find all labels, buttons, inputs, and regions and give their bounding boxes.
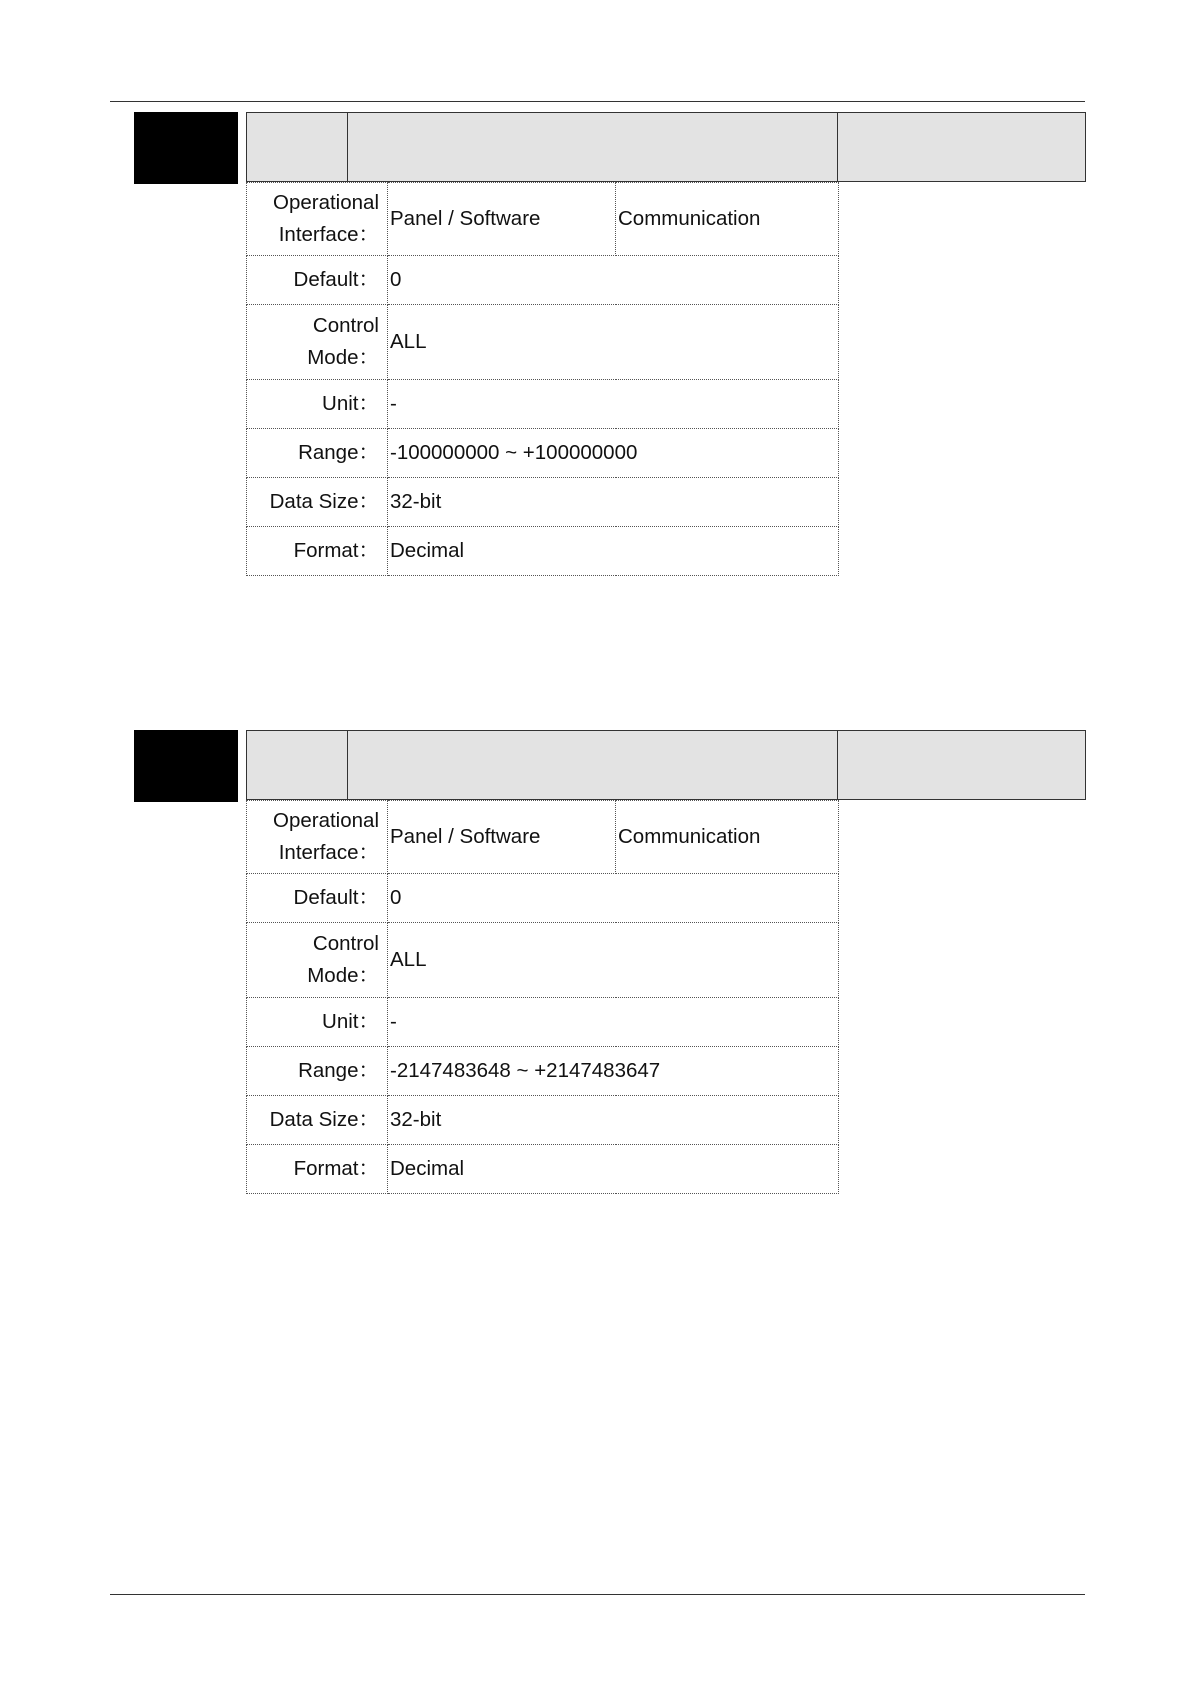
- value-unit: -: [388, 998, 839, 1047]
- parameter-code-block: [134, 730, 238, 802]
- value-data-size: 32-bit: [388, 478, 839, 527]
- label-unit: Unit：: [247, 998, 388, 1047]
- label-line: Control: [312, 932, 379, 955]
- label-control-mode: [247, 305, 388, 380]
- value-default: 0: [388, 256, 839, 305]
- parameter-code-block: [134, 112, 238, 184]
- label-line: Control: [312, 314, 379, 337]
- row-data-size: [247, 1096, 839, 1145]
- label-default: Default：: [247, 874, 388, 923]
- label-data-size: Data Size：: [247, 478, 388, 527]
- row-format: [247, 1145, 839, 1194]
- parameter-header: [134, 730, 1086, 802]
- row-format: [247, 527, 839, 576]
- row-unit: [247, 380, 839, 429]
- parameter-attributes-table: [246, 182, 839, 576]
- row-operational-interface: [247, 183, 839, 256]
- label-format: Format：: [247, 1145, 388, 1194]
- label-operational-interface: [247, 183, 388, 256]
- row-control-mode: [247, 923, 839, 998]
- value-control-mode: ALL: [388, 305, 839, 380]
- parameter-block-2: [134, 730, 1086, 1180]
- title-bar-divider: [837, 113, 838, 181]
- row-range: [247, 1047, 839, 1096]
- row-control-mode: [247, 305, 839, 380]
- value-communication: Communication: [616, 801, 839, 874]
- value-communication: Communication: [616, 183, 839, 256]
- value-default: 0: [388, 874, 839, 923]
- label-line: Interface：: [278, 841, 379, 864]
- value-format: Decimal: [388, 1145, 839, 1194]
- label-line: Mode：: [307, 964, 379, 987]
- label-range: Range：: [247, 429, 388, 478]
- row-operational-interface: [247, 801, 839, 874]
- value-panel-software: Panel / Software: [388, 801, 616, 874]
- label-format: Format：: [247, 527, 388, 576]
- parameter-block-1: [134, 112, 1086, 562]
- value-control-mode: ALL: [388, 923, 839, 998]
- label-line: Interface：: [278, 223, 379, 246]
- label-line: Mode：: [307, 346, 379, 369]
- value-range: -100000000 ~ +100000000: [388, 429, 839, 478]
- row-default: [247, 256, 839, 305]
- label-control-mode: [247, 923, 388, 998]
- label-range: Range：: [247, 1047, 388, 1096]
- title-bar-divider: [347, 731, 348, 799]
- label-default: Default：: [247, 256, 388, 305]
- value-unit: -: [388, 380, 839, 429]
- parameter-title-bar: [246, 730, 1086, 800]
- title-bar-divider: [837, 731, 838, 799]
- label-unit: Unit：: [247, 380, 388, 429]
- row-unit: [247, 998, 839, 1047]
- value-range: -2147483648 ~ +2147483647: [388, 1047, 839, 1096]
- row-default: [247, 874, 839, 923]
- row-range: [247, 429, 839, 478]
- value-format: Decimal: [388, 527, 839, 576]
- row-data-size: [247, 478, 839, 527]
- footer-rule: [110, 1594, 1085, 1595]
- value-data-size: 32-bit: [388, 1096, 839, 1145]
- parameter-title-bar: [246, 112, 1086, 182]
- label-line: Operational: [273, 191, 379, 214]
- title-bar-divider: [347, 113, 348, 181]
- value-panel-software: Panel / Software: [388, 183, 616, 256]
- parameter-header: [134, 112, 1086, 184]
- label-line: Operational: [273, 809, 379, 832]
- header-rule: [110, 101, 1085, 102]
- parameter-attributes-table: [246, 800, 839, 1194]
- label-operational-interface: [247, 801, 388, 874]
- label-data-size: Data Size：: [247, 1096, 388, 1145]
